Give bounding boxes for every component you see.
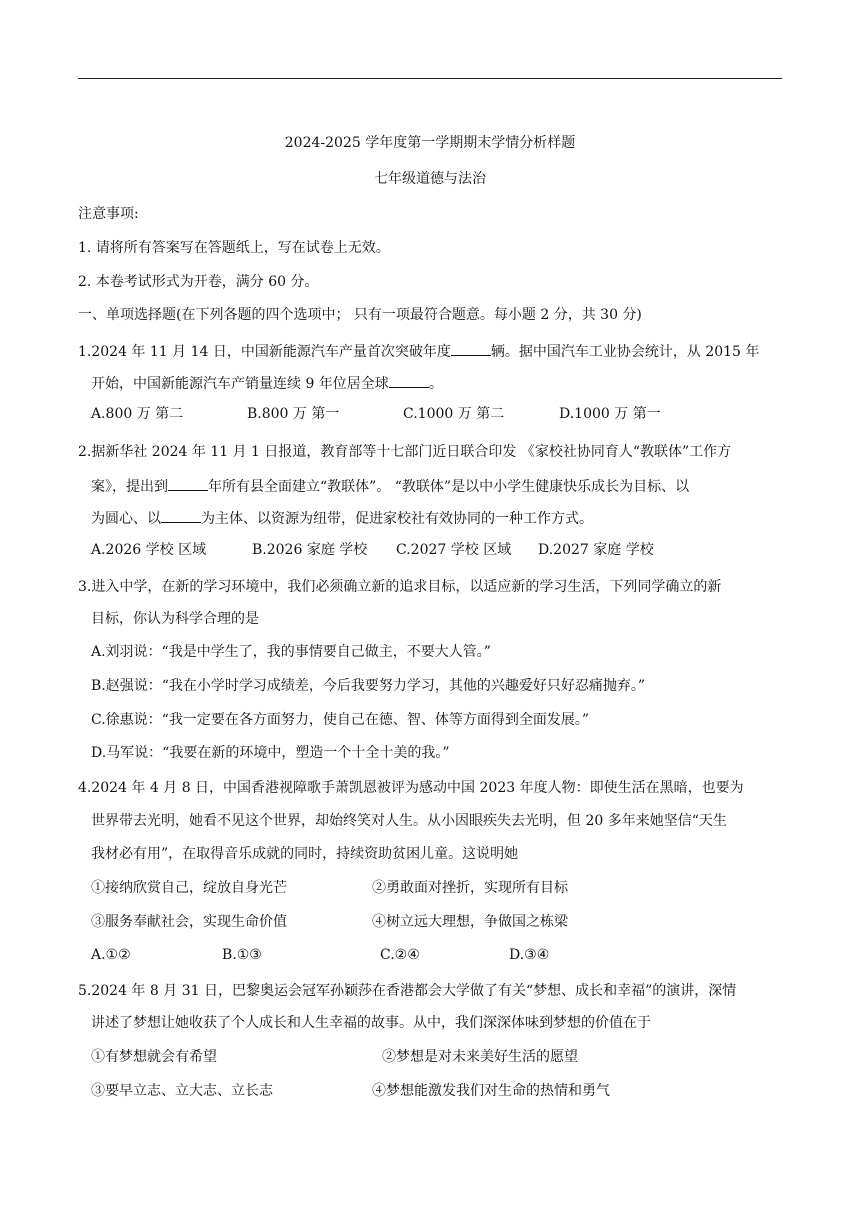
question-3-line-1: 3.进入中学，在新的学习环境中，我们必须确立新的追求目标，以适应新的学习生活，下列同学确立的新 bbox=[78, 579, 722, 595]
question-5-line-1: 5.2024 年 8 月 31 日，巴黎奥运会冠军孙颖莎在香港都会大学做了有关“梦想、成长和幸福”的演讲，深情 bbox=[78, 983, 737, 999]
question-text: 为主体、以资源为纽带，促进家校社有效协同的一种工作方式。 bbox=[201, 511, 593, 527]
section-heading: 一、单项选择题(在下列各题的四个选项中； 只有一项最符合题意。每小题 2 分，共 30 分) bbox=[78, 307, 642, 323]
q4-option-b: B.①③ bbox=[222, 947, 262, 963]
q3-option-b: B.赵强说：“我在小学时学习成绩差，今后我要努力学习，其他的兴趣爱好只好忍痛抛弃。” bbox=[91, 678, 646, 694]
question-1-line-1 bbox=[78, 341, 759, 361]
q1-option-a: A.800 万 第二 bbox=[91, 406, 184, 422]
q2-option-a: A.2026 学校 区域 bbox=[91, 542, 207, 558]
q5-statement-1: ①有梦想就会有希望 bbox=[91, 1049, 217, 1065]
answer-blank bbox=[161, 508, 201, 523]
q5-statement-2: ②梦想是对未来美好生活的愿望 bbox=[382, 1049, 578, 1065]
header-rule bbox=[78, 78, 782, 79]
exam-title: 2024-2025 学年度第一学期期末学情分析样题 bbox=[284, 135, 576, 151]
q4-option-a: A.①② bbox=[91, 947, 131, 963]
q4-option-c: C.②④ bbox=[380, 947, 420, 963]
question-2-line-3 bbox=[91, 508, 593, 528]
question-1-line-2 bbox=[91, 373, 443, 393]
question-5-line-2: 讲述了梦想让她收获了个人成长和人生幸福的故事。从中，我们深深体味到梦想的价值在于 bbox=[91, 1015, 651, 1031]
question-text: 案》，提出到 bbox=[91, 479, 168, 495]
q3-option-d: D.马军说：“我要在新的环境中，塑造一个十全十美的我。” bbox=[91, 745, 450, 761]
q4-option-d: D.③④ bbox=[509, 947, 550, 963]
q2-option-d: D.2027 家庭 学校 bbox=[538, 542, 654, 558]
q3-option-a: A.刘羽说：“我是中学生了，我的事情要自己做主，不要大人管。” bbox=[91, 644, 491, 660]
question-text: 为圆心、以 bbox=[91, 511, 161, 527]
q1-option-b: B.800 万 第一 bbox=[247, 406, 340, 422]
question-4-line-1: 4.2024 年 4 月 8 日，中国香港视障歌手萧凯恩被评为感动中国 2023 年度人物：即使生活在黑暗，也要为 bbox=[78, 780, 744, 796]
answer-blank bbox=[168, 476, 208, 491]
notice-item-2: 2. 本卷考试形式为开卷，满分 60 分。 bbox=[78, 274, 319, 290]
question-4-line-2: 世界带去光明，她看不见这个世界，却始终笑对人生。从小因眼疾失去光明，但 20 多年来她坚信“天生 bbox=[91, 813, 727, 829]
question-4-line-3: 我材必有用”，在取得音乐成就的同时，持续资助贫困儿童。这说明她 bbox=[91, 846, 519, 862]
q4-statement-3: ③服务奉献社会，实现生命价值 bbox=[91, 914, 287, 930]
q4-statement-4: ④树立远大理想，争做国之栋梁 bbox=[372, 914, 568, 930]
q1-option-d: D.1000 万 第一 bbox=[559, 406, 661, 422]
q2-option-b: B.2026 家庭 学校 bbox=[252, 542, 368, 558]
question-3-line-2: 目标，你认为科学合理的是 bbox=[91, 611, 259, 627]
question-2-line-2 bbox=[91, 476, 689, 496]
q3-option-c: C.徐惠说：“我一定要在各方面努力，使自己在德、智、体等方面得到全面发展。” bbox=[91, 712, 589, 728]
notice-heading: 注意事项: bbox=[78, 206, 139, 222]
question-text: 年所有县全面建立“教联体”。 “教联体”是以中小学生健康快乐成长为目标、以 bbox=[208, 479, 690, 495]
question-text: 1.2024 年 11 月 14 日，中国新能源汽车产量首次突破年度 bbox=[78, 344, 451, 360]
question-text: 辆。据中国汽车工业协会统计，从 2015 年 bbox=[490, 344, 760, 360]
notice-item-1: 1. 请将所有答案写在答题纸上，写在试卷上无效。 bbox=[78, 240, 390, 256]
q4-statement-2: ②勇敢面对挫折，实现所有目标 bbox=[372, 880, 568, 896]
answer-blank bbox=[389, 373, 429, 388]
q5-statement-4: ④梦想能激发我们对生命的热情和勇气 bbox=[372, 1083, 610, 1099]
answer-blank bbox=[451, 341, 491, 356]
q5-statement-3: ③要早立志、立大志、立长志 bbox=[91, 1083, 273, 1099]
exam-subtitle: 七年级道德与法治 bbox=[374, 171, 486, 187]
question-2-line-1: 2.据新华社 2024 年 11 月 1 日报道，教育部等十七部门近日联合印发 《家校社协同育人“教联体”工作方 bbox=[78, 444, 732, 460]
question-text: 。 bbox=[428, 376, 443, 392]
q4-statement-1: ①接纳欣赏自己，绽放自身光芒 bbox=[91, 880, 287, 896]
q2-option-c: C.2027 学校 区域 bbox=[396, 542, 512, 558]
q1-option-c: C.1000 万 第二 bbox=[403, 406, 505, 422]
question-text: 开始，中国新能源汽车产销量连续 9 年位居全球 bbox=[91, 376, 389, 392]
